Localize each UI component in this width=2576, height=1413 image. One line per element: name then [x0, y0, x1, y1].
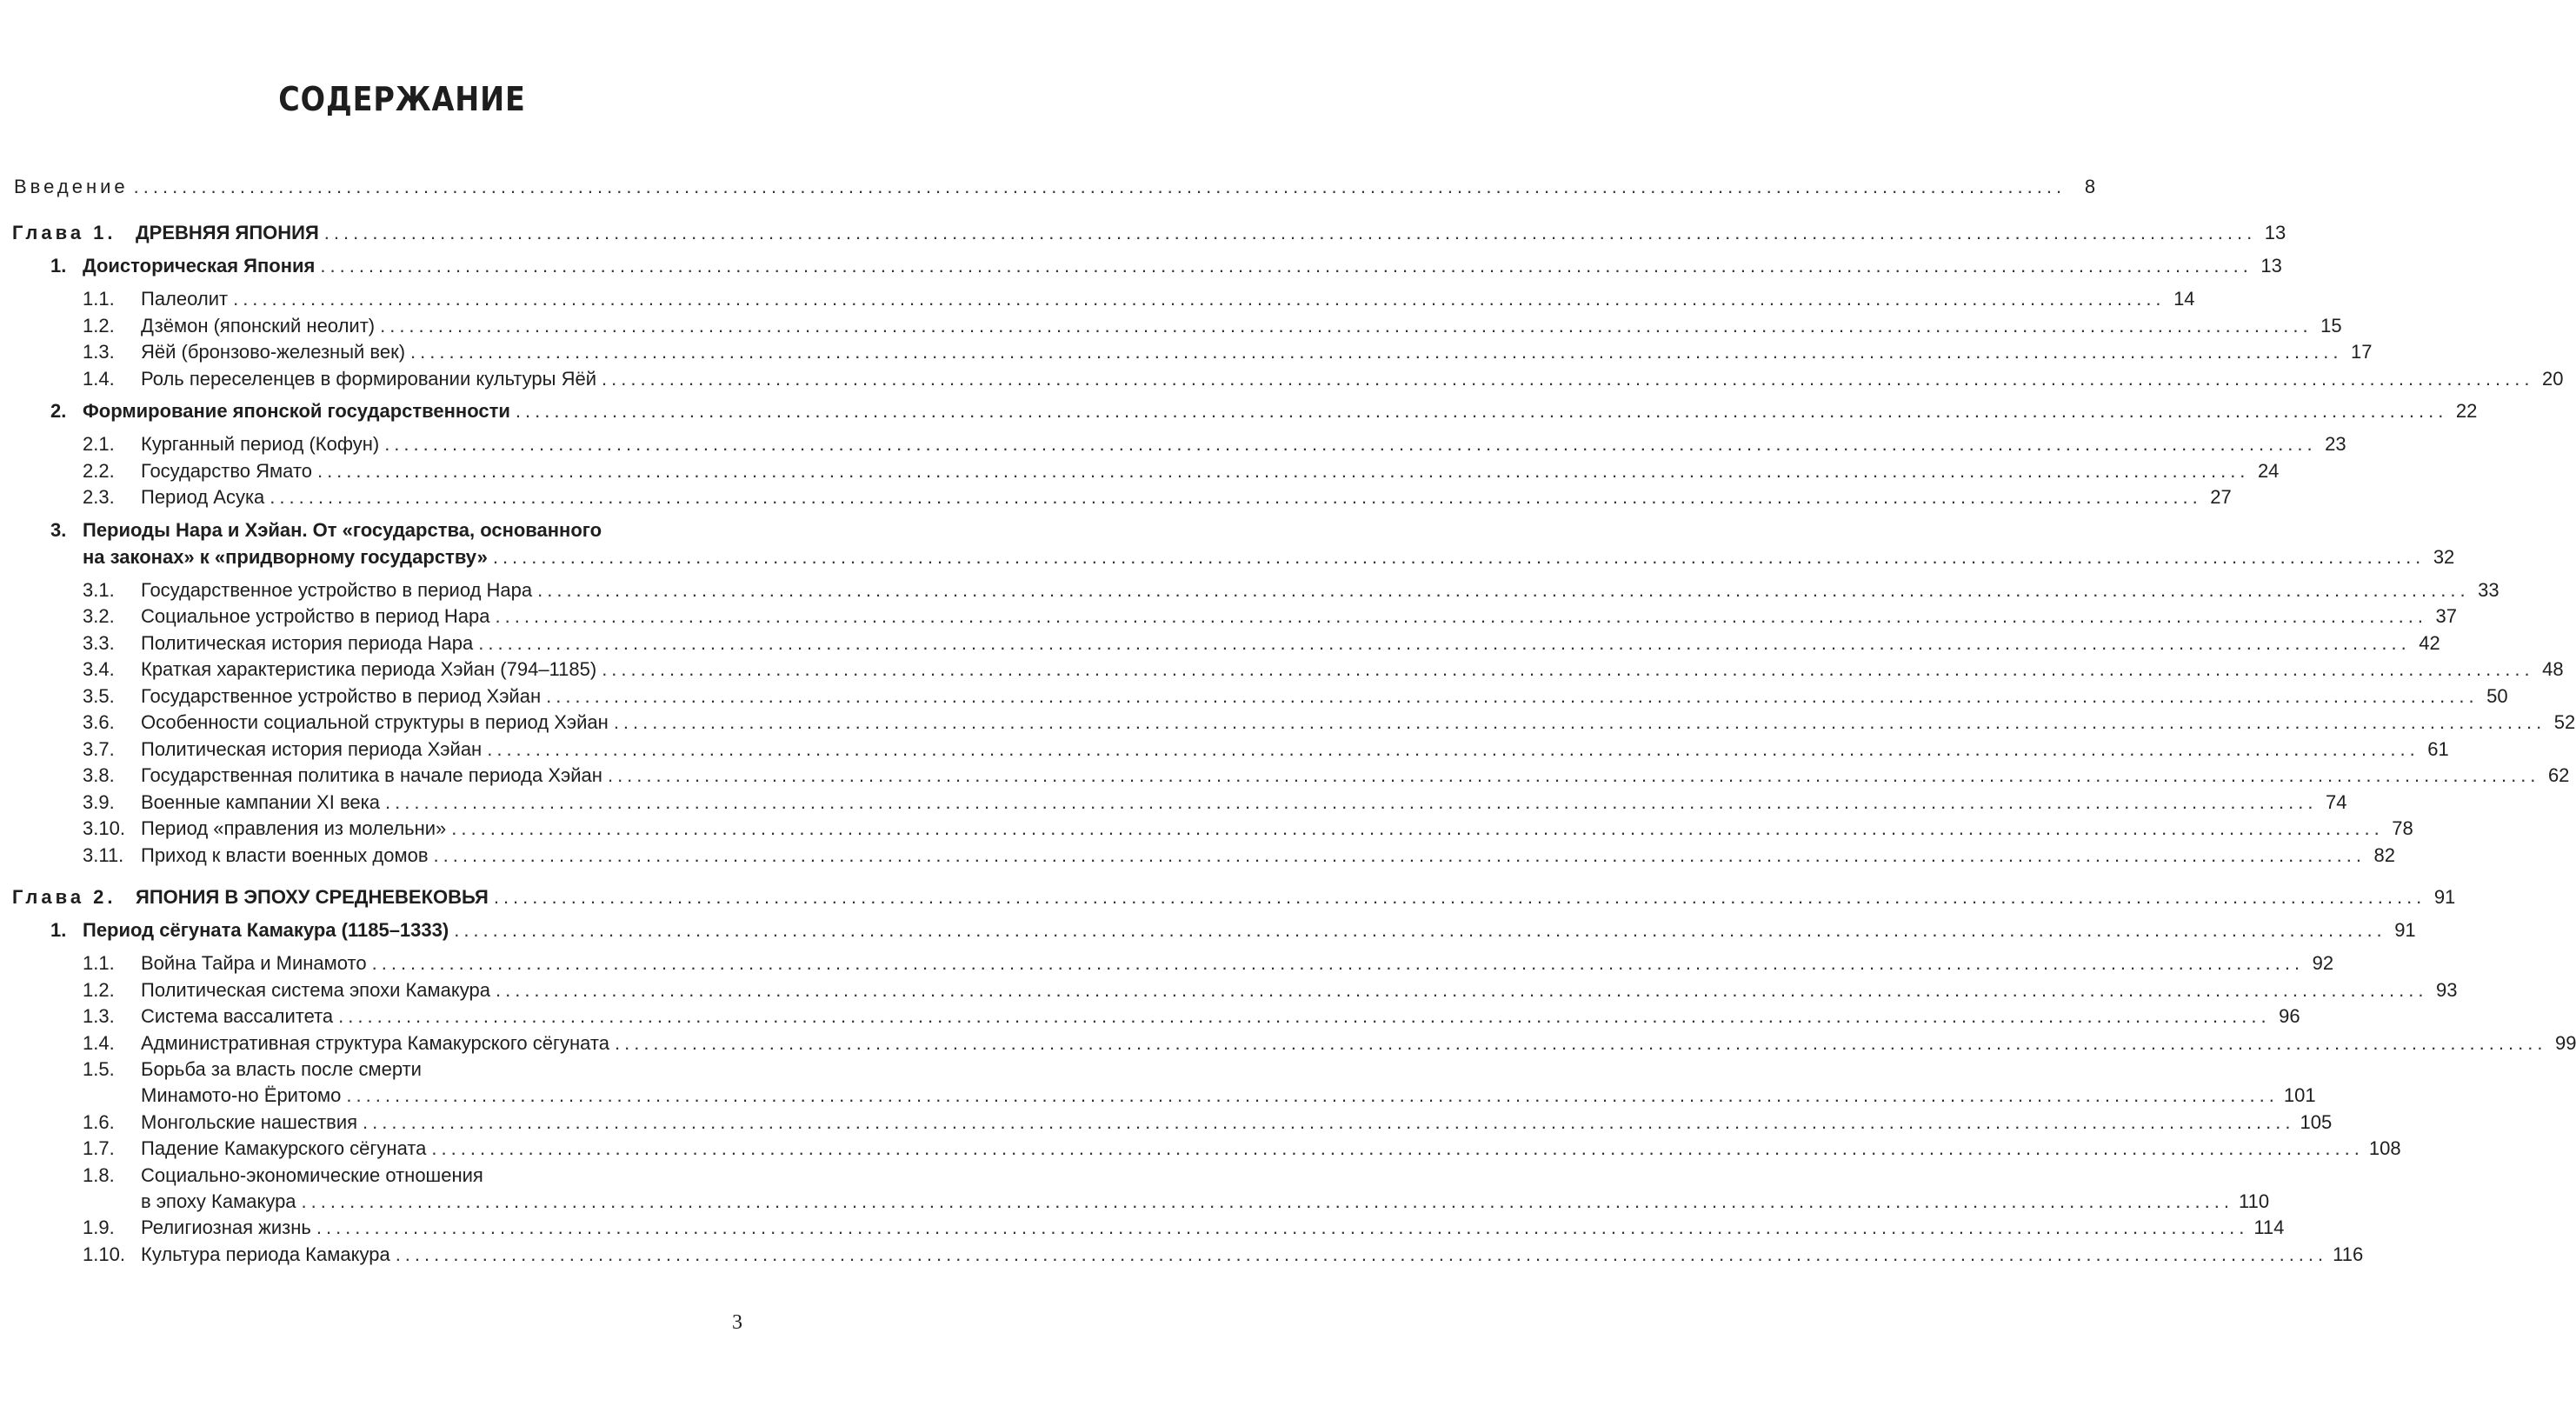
entry-number: 3.2.	[83, 605, 115, 627]
dot-leader: ........................................................................................................................................................................................................	[316, 459, 2250, 482]
toc-subsection[interactable]	[83, 683, 2508, 710]
page-title: СОДЕРЖАНИЕ	[278, 80, 526, 118]
entry-title-line1: Социально-экономические отношения	[141, 1163, 483, 1186]
entry-number: 3.	[50, 518, 67, 541]
entry-page: 48	[2542, 658, 2564, 680]
toc-subsection[interactable]	[83, 312, 2342, 340]
entry-page: 105	[2300, 1110, 2333, 1133]
entry-number: 1.2.	[83, 978, 115, 1001]
dot-leader: ........................................................................................................................................................................................................	[495, 605, 2427, 627]
entry-title: ДРЕВНЯЯ ЯПОНИЯ	[136, 222, 319, 243]
toc-subsection[interactable]	[83, 789, 2347, 816]
entry-number: 1.3.	[83, 1005, 115, 1027]
entry-number: 1.3.	[83, 341, 115, 363]
toc-subsection[interactable]	[83, 1003, 2300, 1030]
entry-title: Система вассалитета	[141, 1005, 334, 1027]
dot-leader: ........................................................................................................................................................................................................	[316, 1216, 2249, 1238]
toc-subsection-cont[interactable]	[141, 1082, 2316, 1110]
entry-title: Палеолит	[141, 288, 229, 310]
entry-number: 3.11.	[83, 843, 124, 866]
dot-leader: ........................................................................................................................................................................................................	[546, 684, 2479, 707]
entry-number: 2.2.	[83, 459, 115, 482]
entry-page: 24	[2257, 459, 2280, 482]
toc-subsection[interactable]	[83, 815, 2413, 843]
entry-number: 1.	[50, 255, 67, 277]
entry-number: 3.10.	[83, 817, 125, 839]
dot-leader: ........................................................................................................................................................................................................	[431, 1137, 2364, 1159]
entry-page: 14	[2173, 288, 2195, 310]
toc-section[interactable]	[50, 252, 2282, 280]
entry-page: 91	[2394, 919, 2416, 941]
entry-title: Политическая история периода Нара	[141, 631, 474, 654]
toc-section-cont[interactable]	[83, 543, 2455, 571]
entry-title: Падение Камакурского сёгуната	[141, 1137, 427, 1159]
entry-title: Особенности социальной структуры в период Хэйан	[141, 711, 609, 733]
dot-leader: ........................................................................................................................................................................................................	[346, 1084, 2279, 1106]
dot-leader: ........................................................................................................................................................................................................	[323, 222, 2257, 243]
entry-title-line1: Периоды Нара и Хэйан. От «государства, основанного	[83, 518, 602, 541]
dot-leader: ........................................................................................................................................................................................................	[301, 1190, 2234, 1212]
entry-number: 1.2.	[83, 314, 115, 337]
dot-leader: ........................................................................................................................................................................................................	[410, 341, 2343, 363]
toc-chapter[interactable]	[12, 883, 2456, 911]
entry-title: Война Тайра и Минамото	[141, 952, 367, 974]
entry-title: Доисторическая Япония	[83, 255, 316, 277]
toc-subsection[interactable]	[83, 1214, 2285, 1242]
toc-subsection[interactable]	[83, 709, 2576, 736]
toc-section[interactable]	[50, 397, 2478, 425]
dot-leader: ........................................................................................................................................................................................................	[395, 1243, 2328, 1265]
toc-subsection[interactable]	[83, 1030, 2576, 1057]
entry-title-line1: Борьба за власть после смерти	[141, 1058, 422, 1080]
toc-subsection[interactable]	[83, 1135, 2401, 1163]
toc-subsection[interactable]	[83, 842, 2395, 870]
toc-subsection[interactable]	[83, 1241, 2364, 1269]
dot-leader: ........................................................................................................................................................................................................	[384, 790, 2318, 813]
toc-subsection[interactable]	[83, 976, 2458, 1004]
entry-title: Политическая история периода Хэйан	[141, 737, 483, 760]
dot-leader: ........................................................................................................................................................................................................	[270, 486, 2202, 508]
dot-leader: ........................................................................................................................................................................................................	[537, 578, 2470, 601]
dot-leader: ........................................................................................................................................................................................................	[614, 1031, 2547, 1054]
entry-page: 96	[2279, 1005, 2300, 1027]
entry-page: 32	[2433, 545, 2455, 568]
entry-number: 1.1.	[83, 288, 115, 310]
page-number: 3	[732, 1311, 742, 1334]
dot-leader: ........................................................................................................................................................................................................	[380, 314, 2313, 337]
entry-page: 15	[2320, 314, 2342, 337]
entry-page: 42	[2419, 631, 2440, 654]
entry-number: 3.9.	[83, 790, 115, 813]
entry-page: 78	[2392, 817, 2413, 839]
entry-page: 110	[2239, 1190, 2270, 1212]
entry-page: 27	[2210, 486, 2232, 508]
entry-number: 3.8.	[83, 764, 115, 786]
entry-title: Политическая система эпохи Камакура	[141, 978, 490, 1001]
toc-subsection[interactable]	[83, 577, 2499, 604]
toc-subsection[interactable]	[83, 483, 2232, 511]
entry-number: 3.5.	[83, 684, 115, 707]
dot-leader: ........................................................................................................................................................................................................	[454, 919, 2386, 941]
entry-title: Введение	[14, 176, 129, 197]
entry-title: Социальное устройство в период Нара	[141, 605, 490, 627]
toc-subsection[interactable]	[83, 603, 2457, 630]
toc-chapter[interactable]	[12, 219, 2286, 247]
entry-number: 3.3.	[83, 631, 115, 654]
entry-number: 2.1.	[83, 433, 115, 455]
toc-subsection[interactable]	[83, 656, 2564, 683]
entry-number: 1.5.	[83, 1058, 115, 1080]
entry-page: 91	[2433, 886, 2456, 908]
entry-number: 1.4.	[83, 367, 115, 390]
entry-number: 3.1.	[83, 578, 115, 601]
dot-leader: ........................................................................................................................................................................................................	[602, 658, 2534, 680]
entry-title: Период Асука	[141, 486, 265, 508]
entry-page: 17	[2351, 341, 2373, 363]
entry-page: 37	[2435, 605, 2457, 627]
entry-number: Глава 2.	[12, 886, 116, 908]
entry-page: 99	[2554, 1031, 2576, 1054]
dot-leader: ........................................................................................................................................................................................................	[363, 1110, 2295, 1133]
entry-title: Культура периода Камакура	[141, 1243, 390, 1265]
dot-leader: ........................................................................................................................................................................................................	[607, 764, 2540, 786]
dot-leader: ........................................................................................................................................................................................................	[602, 367, 2534, 390]
dot-leader: ........................................................................................................................................................................................................	[451, 817, 2384, 839]
entry-title: ЯПОНИЯ В ЭПОХУ СРЕДНЕВЕКОВЬЯ	[136, 886, 489, 908]
entry-page: 116	[2333, 1243, 2364, 1265]
entry-page: 52	[2553, 711, 2576, 733]
toc-subsection[interactable]	[83, 630, 2440, 657]
entry-number: 1.	[50, 919, 67, 941]
entry-page: 62	[2547, 764, 2570, 786]
entry-title: Формирование японской государственности	[83, 400, 510, 422]
entry-page: 13	[2264, 222, 2286, 243]
entry-title: Роль переселенцев в формировании культуры Яёй	[141, 367, 596, 390]
entry-number: 1.7.	[83, 1137, 115, 1159]
dot-leader: ........................................................................................................................................................................................................	[493, 886, 2426, 908]
entry-title: Приход к власти военных домов	[141, 843, 429, 866]
dot-leader: ........................................................................................................................................................................................................	[133, 176, 2067, 197]
entry-title: Период «правления из молельни»	[141, 817, 447, 839]
dot-leader: ........................................................................................................................................................................................................	[478, 631, 2411, 654]
entry-page: 92	[2312, 952, 2334, 974]
toc-section[interactable]	[50, 916, 2416, 944]
entry-title: Краткая характеристика периода Хэйан (794–1185)	[141, 658, 597, 680]
entry-page: 8	[2084, 176, 2096, 197]
entry-page: 101	[2283, 1084, 2316, 1106]
entry-number: 3.6.	[83, 711, 115, 733]
entry-page: 108	[2368, 1137, 2401, 1159]
entry-page: 22	[2455, 400, 2478, 422]
toc-subsection[interactable]	[83, 1109, 2333, 1136]
entry-page: 13	[2260, 255, 2282, 277]
entry-number: 1.1.	[83, 952, 115, 974]
entry-number: 3.7.	[83, 737, 115, 760]
entry-title: Яёй (бронзово-железный век)	[141, 341, 406, 363]
entry-title: Минамото-но Ёритомо	[141, 1084, 342, 1106]
dot-leader: ........................................................................................................................................................................................................	[515, 400, 2448, 422]
entry-page: 82	[2373, 843, 2395, 866]
entry-number: 3.4.	[83, 658, 115, 680]
toc-subsection[interactable]	[83, 430, 2346, 458]
toc-subsection[interactable]	[83, 1162, 483, 1190]
entry-number: 1.4.	[83, 1031, 115, 1054]
entry-title: Монгольские нашествия	[141, 1110, 358, 1133]
toc-entry-intro[interactable]	[14, 173, 2096, 201]
entry-title: Государственное устройство в период Хэйан	[141, 684, 542, 707]
toc-subsection[interactable]	[83, 457, 2280, 485]
entry-title: Религиозная жизнь	[141, 1216, 311, 1238]
entry-page: 93	[2435, 978, 2458, 1001]
dot-leader: ........................................................................................................................................................................................................	[492, 545, 2426, 568]
entry-title: в эпоху Камакура	[141, 1190, 296, 1212]
toc-subsection[interactable]	[83, 365, 2564, 393]
entry-page: 61	[2427, 737, 2449, 760]
toc-subsection[interactable]	[83, 1056, 422, 1083]
entry-title: Период сёгуната Камакура (1185–1333)	[83, 919, 449, 941]
entry-number: Глава 1.	[12, 222, 116, 243]
entry-number: 1.10.	[83, 1243, 125, 1265]
toc-subsection[interactable]	[83, 950, 2334, 977]
entry-title: Государство Ямато	[141, 459, 312, 482]
toc-subsection[interactable]	[83, 338, 2373, 366]
entry-page: 20	[2541, 367, 2564, 390]
dot-leader: ........................................................................................................................................................................................................	[613, 711, 2546, 733]
entry-number: 1.9.	[83, 1216, 115, 1238]
dot-leader: ........................................................................................................................................................................................................	[320, 255, 2253, 277]
entry-title: на законах» к «придворному государству»	[83, 545, 488, 568]
dot-leader: ........................................................................................................................................................................................................	[384, 433, 2317, 455]
entry-title: Военные кампании XI века	[141, 790, 380, 813]
dot-leader: ........................................................................................................................................................................................................	[338, 1005, 2271, 1027]
entry-page: 114	[2253, 1216, 2285, 1238]
entry-number: 2.	[50, 400, 67, 422]
entry-title: Административная структура Камакурского сёгуната	[141, 1031, 609, 1054]
entry-number: 1.8.	[83, 1163, 115, 1186]
entry-number: 1.6.	[83, 1110, 115, 1133]
entry-page: 50	[2486, 684, 2508, 707]
toc-section[interactable]	[50, 517, 602, 544]
dot-leader: ........................................................................................................................................................................................................	[233, 288, 2166, 310]
toc-subsection[interactable]	[83, 736, 2449, 763]
toc-subsection[interactable]	[83, 285, 2195, 313]
entry-title: Курганный период (Кофун)	[141, 433, 380, 455]
dot-leader: ........................................................................................................................................................................................................	[371, 952, 2305, 974]
dot-leader: ........................................................................................................................................................................................................	[495, 978, 2428, 1001]
toc-subsection[interactable]	[83, 762, 2570, 790]
dot-leader: ........................................................................................................................................................................................................	[433, 843, 2366, 866]
dot-leader: ........................................................................................................................................................................................................	[487, 737, 2420, 760]
entry-page: 23	[2325, 433, 2346, 455]
entry-title: Дзёмон (японский неолит)	[141, 314, 376, 337]
toc-subsection-cont[interactable]	[141, 1188, 2270, 1216]
entry-page: 33	[2478, 578, 2499, 601]
entry-number: 2.3.	[83, 486, 115, 508]
entry-title: Государственное устройство в период Нара	[141, 578, 533, 601]
entry-page: 74	[2325, 790, 2347, 813]
entry-title: Государственная политика в начале периода Хэйан	[141, 764, 602, 786]
